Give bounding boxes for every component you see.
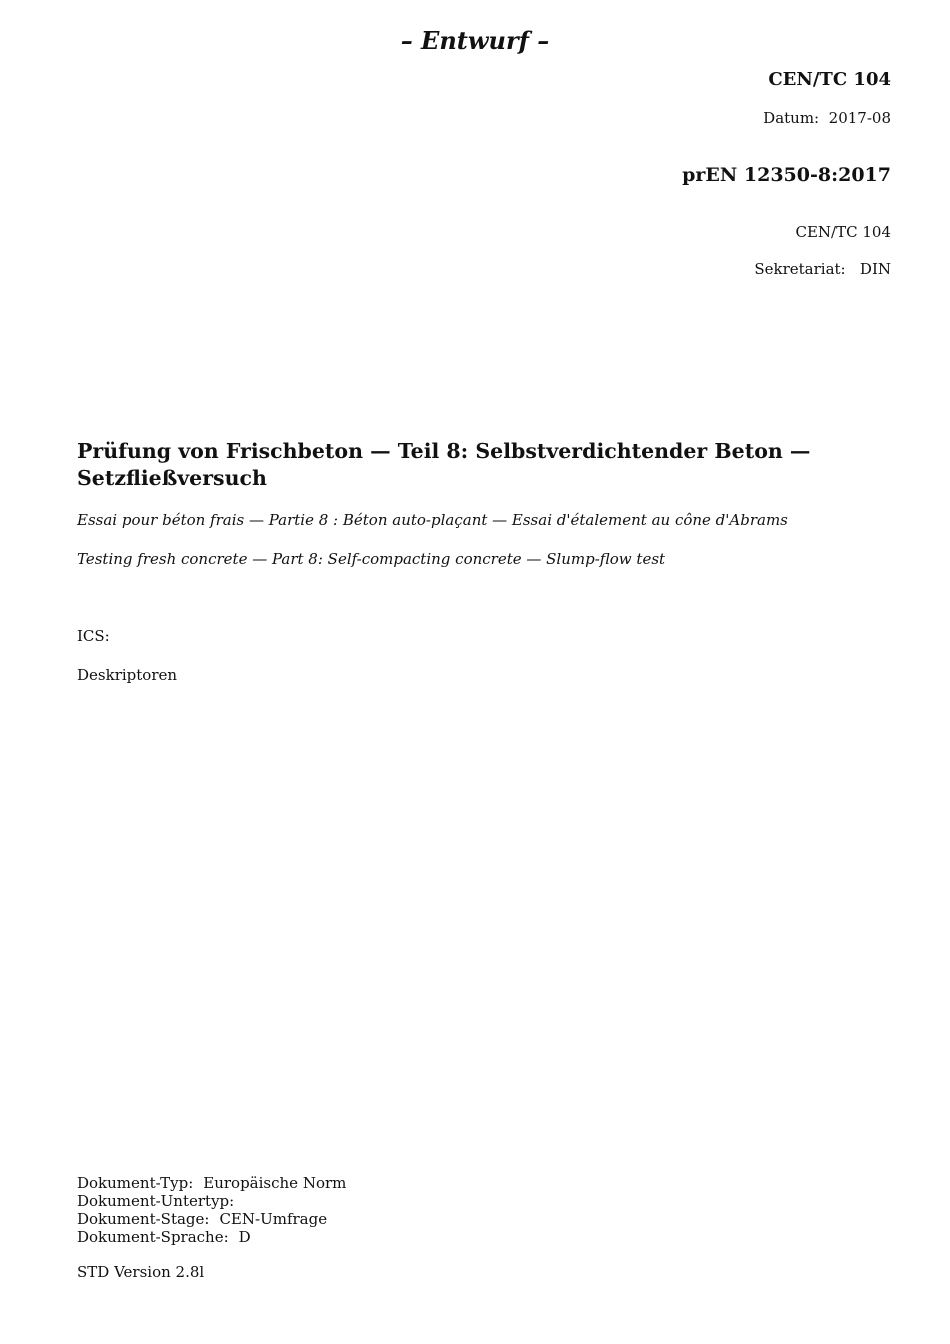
title-en: Testing fresh concrete — Part 8: Self-compacting concrete — Slump-flow test xyxy=(77,550,666,568)
main-title-de xyxy=(77,438,837,492)
meta-language-label: Dokument-Sprache: xyxy=(77,1228,229,1246)
date-line xyxy=(763,108,891,128)
ics-label: ICS: xyxy=(77,627,110,645)
secretariat-value: DIN xyxy=(859,260,891,278)
document-metadata xyxy=(77,1174,346,1246)
main-title-line-1: Prüfung von Frischbeton — Teil 8: Selbstverdichtender Beton — xyxy=(77,439,811,463)
descriptors-label: Deskriptoren xyxy=(77,666,178,684)
meta-type-value: Europäische Norm xyxy=(203,1174,347,1192)
meta-stage-label: Dokument-Stage: xyxy=(77,1210,210,1228)
document-number: prEN 12350-8:2017 xyxy=(682,164,891,186)
title-fr: Essai pour béton frais — Partie 8 : Béton auto-plaçant — Essai d'étalement au cône d'Abrams xyxy=(77,511,788,529)
meta-language-row xyxy=(77,1228,346,1246)
date-value: 2017-08 xyxy=(828,109,891,127)
committee-title: CEN/TC 104 xyxy=(768,69,891,90)
meta-language-value: D xyxy=(238,1228,251,1246)
committee-repeat: CEN/TC 104 xyxy=(795,223,891,241)
meta-subtype-label: Dokument-Untertyp: xyxy=(77,1192,235,1210)
meta-stage-row xyxy=(77,1210,346,1228)
meta-subtype-row xyxy=(77,1192,346,1210)
main-title-line-2: Setzfließversuch xyxy=(77,466,267,490)
meta-type-label: Dokument-Typ: xyxy=(77,1174,194,1192)
secretariat-line xyxy=(754,259,891,279)
draft-label: – Entwurf – xyxy=(400,26,550,55)
meta-stage-value: CEN-Umfrage xyxy=(219,1210,328,1228)
date-label: Datum: xyxy=(763,109,820,127)
meta-type-row xyxy=(77,1174,346,1192)
secretariat-label: Sekretariat: xyxy=(754,260,846,278)
std-version: STD Version 2.8l xyxy=(77,1263,205,1281)
